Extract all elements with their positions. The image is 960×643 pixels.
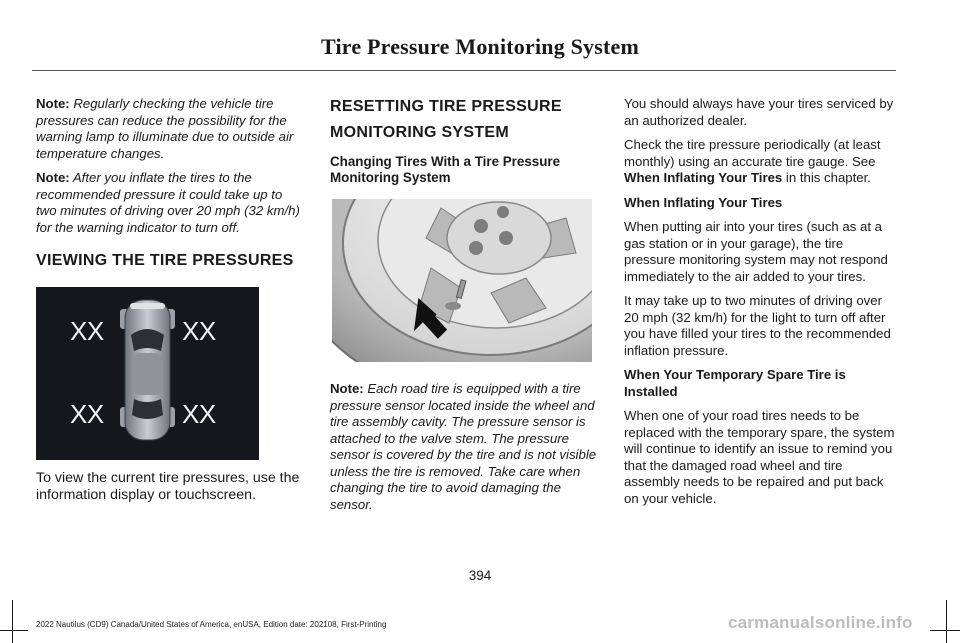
front-left-pressure: XX (70, 316, 104, 346)
note-text: After you inflate the tires to the recommended pressure it could take up to two minutes of driving over 20 mph (32 km/h) for the warning indicator to turn off. (36, 170, 300, 235)
vehicle-top-view-icon (36, 287, 259, 460)
paragraph-spare-tire: When one of your road tires needs to be replaced with the temporary spare, the system will continue to identify an issue to remind you that the damaged road wheel and tire assembly needs to be repaired and put back on your vehicle. (624, 408, 895, 506)
column-middle (330, 96, 600, 512)
crop-mark (930, 630, 960, 631)
rear-right-pressure: XX (182, 399, 216, 429)
header-divider (32, 70, 896, 71)
viewing-paragraph: To view the current tire pressures, use the information display or touchscreen. (36, 470, 300, 503)
crop-mark (12, 600, 13, 643)
note-label: Note: (36, 96, 70, 111)
check-pressure-text: Check the tire pressure periodically (at least monthly) using an accurate tire gauge. See (624, 137, 881, 169)
tire-pressure-display-figure (36, 287, 259, 460)
crop-mark (946, 600, 947, 643)
heading-line: RESETTING TIRE PRESSURE (330, 98, 562, 115)
paragraph-inflating: When putting air into your tires (such as at a gas station or in your garage), the tire pressure monitoring system may not respond immediately to the air added to your tires. (624, 219, 888, 284)
section-heading-viewing: VIEWING THE TIRE PRESSURES (36, 252, 294, 269)
wheel-valve-icon (331, 198, 593, 363)
section-heading-resetting (330, 96, 600, 144)
note-label: Note: (36, 170, 70, 185)
note-text: Each road tire is equipped with a tire pressure sensor located inside the wheel and tire assembly cavity. The pressure sensor is attached to the valve stem. The pressure sensor is covered by the tire and is not visible unless the tire is removed. Take care when changing the tire to avoid damaging the sensor. (330, 381, 597, 512)
footer-edition: 2022 Nautilus (CD9) Canada/United States of America, enUSA, Edition date: 202108, First-Printing (36, 620, 387, 629)
page-number: 394 (468, 568, 492, 583)
subheading-changing-tires: Changing Tires With a Tire Pressure Monitoring System (330, 154, 561, 185)
watermark: carmanualsonline.info (728, 613, 913, 632)
paragraph-check-pressure (624, 137, 898, 187)
front-right-pressure: XX (182, 316, 216, 346)
wheel-valve-stem-figure (331, 198, 593, 363)
note-inflate (36, 170, 306, 236)
inflating-tires-link[interactable]: When Inflating Your Tires (624, 170, 783, 185)
note-sensor (330, 381, 600, 513)
heading-line: MONITORING SYSTEM (330, 124, 510, 141)
subheading-spare-tire: When Your Temporary Spare Tire is Installed (624, 367, 846, 399)
rear-left-pressure: XX (70, 399, 104, 429)
check-pressure-suffix: in this chapter. (782, 170, 871, 185)
paragraph-serviced: You should always have your tires serviced by an authorized dealer. (624, 96, 894, 128)
note-text: Regularly checking the vehicle tire pressures can reduce the possibility for the warning lamp to illuminate due to outside air temperature changes. (36, 96, 294, 161)
column-right (624, 96, 898, 515)
page-header-title: Tire Pressure Monitoring System (320, 34, 640, 59)
note-label: Note: (330, 381, 364, 396)
subheading-inflating: When Inflating Your Tires (624, 194, 783, 210)
note-regular-checking (36, 96, 306, 162)
paragraph-two-minutes: It may take up to two minutes of driving over 20 mph (32 km/h) for the light to turn off after you have filled your tires to the recommended inflation pressure. (624, 293, 891, 358)
crop-mark (0, 630, 28, 631)
